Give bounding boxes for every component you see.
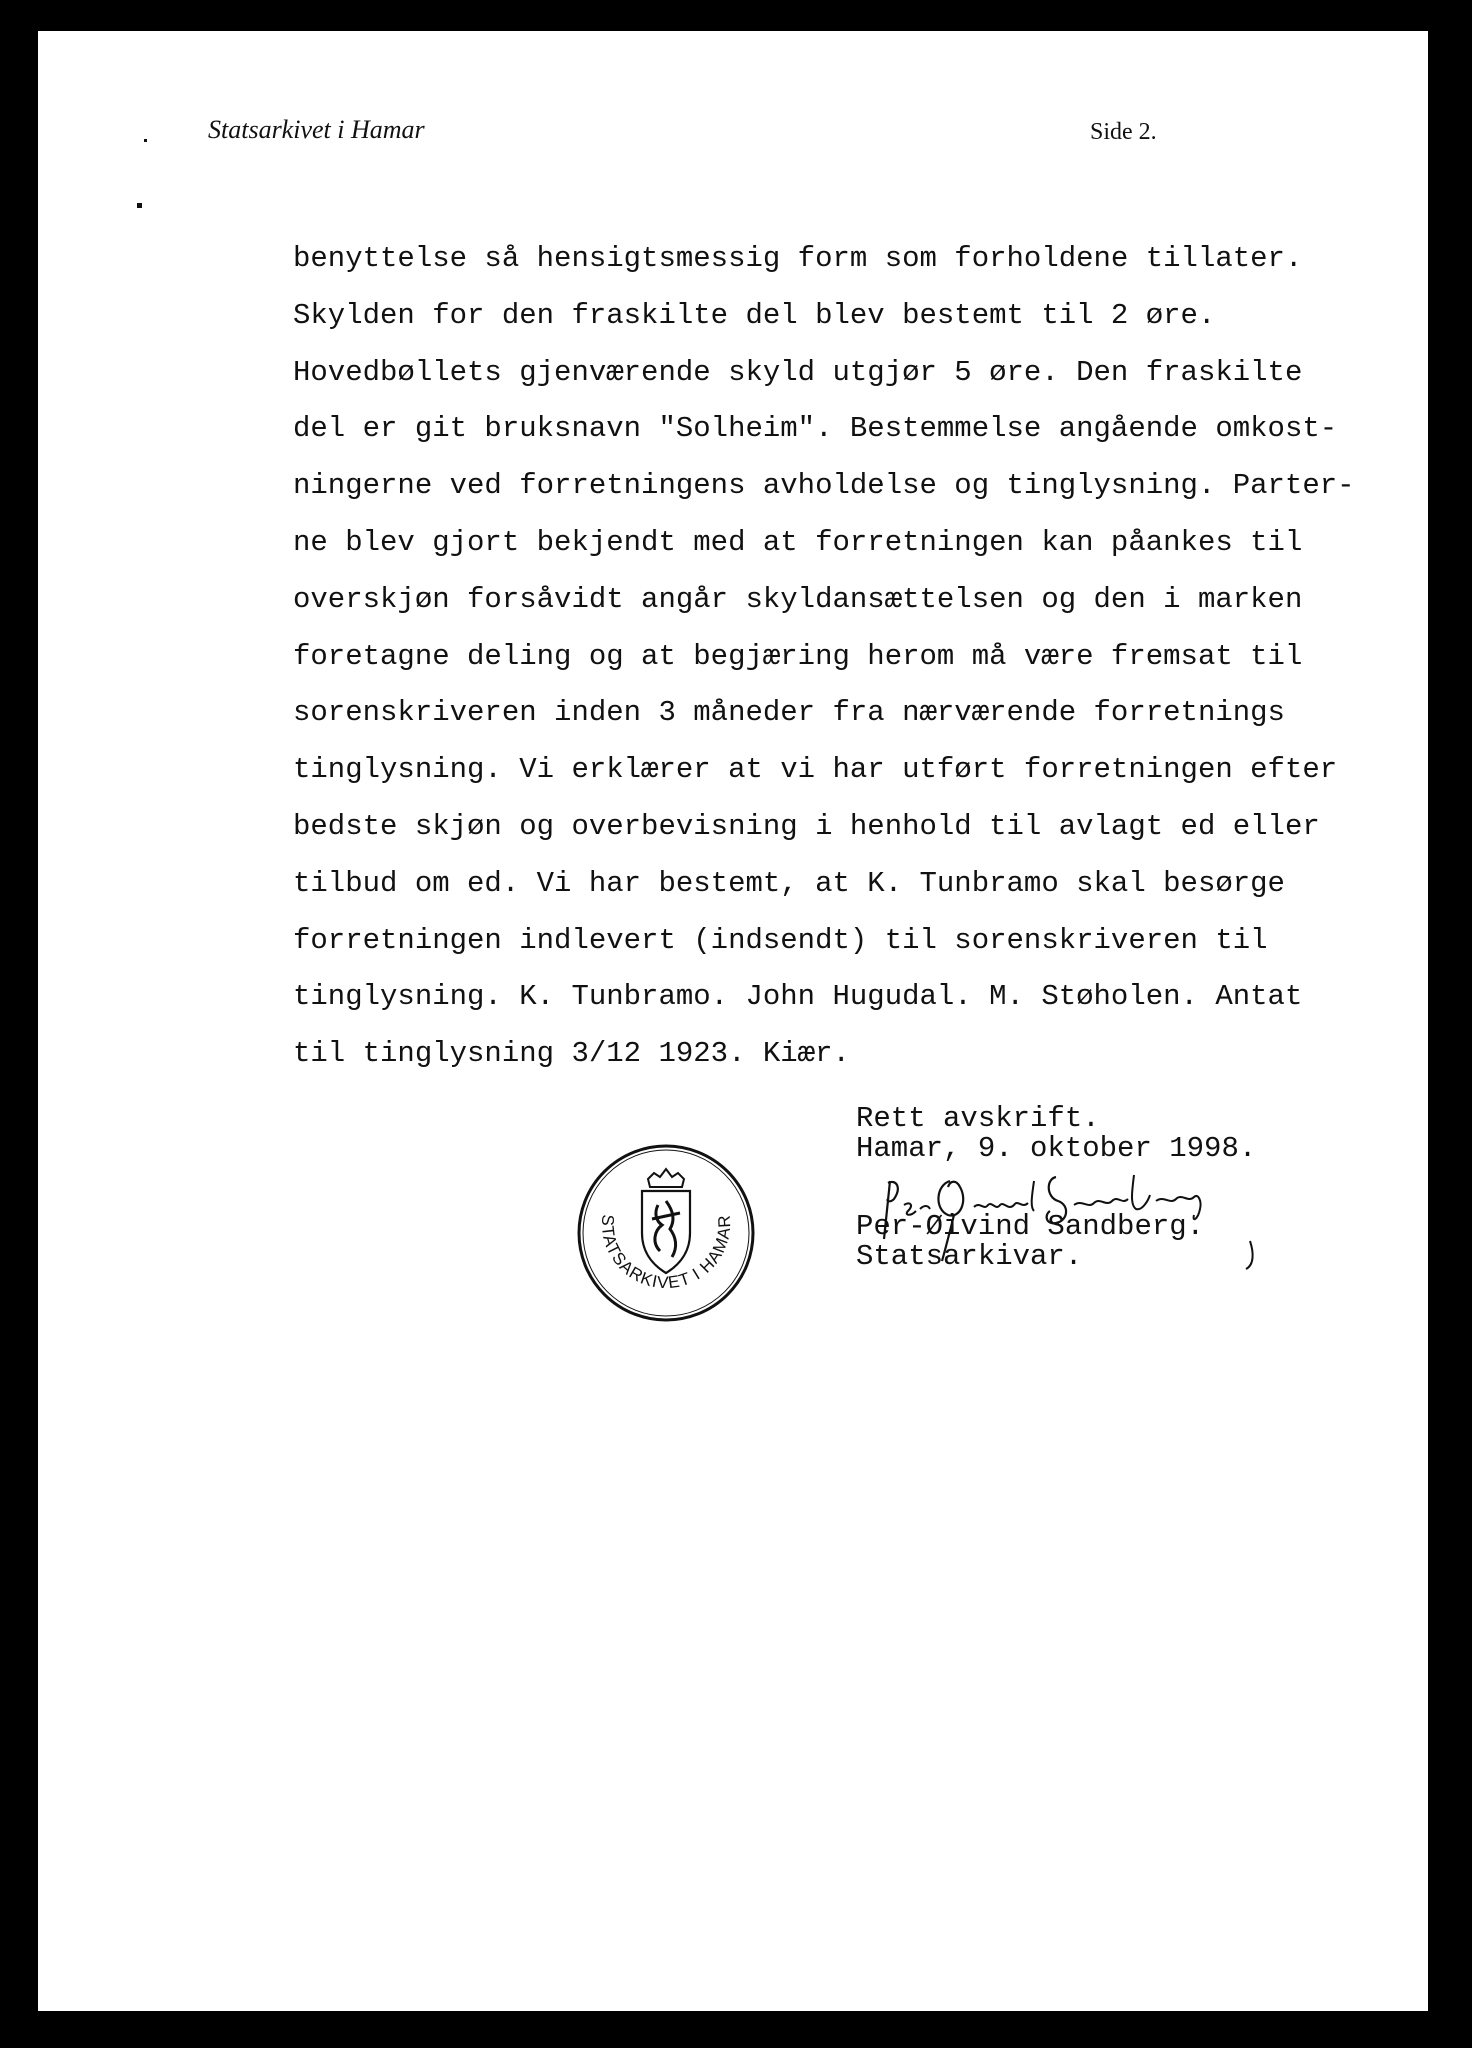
- body-line: tinglysning. Vi erklærer at vi har utført forretningen efter: [293, 753, 1338, 787]
- scan-speck: [144, 139, 147, 142]
- body-text: [293, 231, 1393, 1083]
- document-page: [38, 31, 1428, 2011]
- body-line: tinglysning. K. Tunbramo. John Hugudal. M. Støholen. Antat: [293, 980, 1303, 1014]
- body-line: ningerne ved forretningens avholdelse og tinglysning. Parter-: [293, 469, 1355, 503]
- signatory-title: Statsarkivar.: [856, 1240, 1083, 1273]
- seal-text: STATSARKIVET I HAMAR: [597, 1213, 735, 1293]
- body-line: tilbud om ed. Vi har bestemt, at K. Tunbramo skal besørge: [293, 866, 1285, 900]
- handwritten-signature: [850, 1161, 1270, 1271]
- page-number: Side 2.: [1090, 119, 1157, 145]
- archive-seal: [576, 1143, 756, 1323]
- body-line: foretagne deling og at begjæring herom må være fremsat til: [293, 639, 1303, 673]
- certification-line: Rett avskrift.: [856, 1102, 1100, 1135]
- svg-text:STATSARKIVET I HAMAR: [598, 1214, 734, 1292]
- body-line: del er git bruksnavn "Solheim". Bestemmelse angående omkost-: [293, 412, 1338, 446]
- body-line: ne blev gjort bekjendt med at forretningen kan påankes til: [293, 525, 1303, 559]
- body-line: til tinglysning 3/12 1923. Kiær.: [293, 1037, 850, 1071]
- body-line: Hovedbøllets gjenværende skyld utgjør 5 øre. Den fraskilte: [293, 355, 1303, 389]
- body-line: benyttelse så hensigtsmessig form som forholdene tillater.: [293, 242, 1303, 275]
- body-line: overskjøn forsåvidt angår skyldansættelsen og den i marken: [293, 582, 1303, 616]
- certification-date: Hamar, 9. oktober 1998.: [856, 1132, 1257, 1165]
- body-line: forretningen indlevert (indsendt) til sorenskriveren til: [293, 923, 1268, 957]
- archive-header: Statsarkivet i Hamar: [208, 115, 425, 144]
- body-line: sorenskriveren inden 3 måneder fra nærværende forretnings: [293, 696, 1285, 730]
- body-line: bedste skjøn og overbevisning i henhold til avlagt ed eller: [293, 809, 1320, 843]
- body-line: Skylden for den fraskilte del blev bestemt til 2 øre.: [293, 298, 1216, 332]
- signatory-name: Per-Øivind Sandberg.: [856, 1210, 1205, 1243]
- scan-speck: [137, 203, 142, 208]
